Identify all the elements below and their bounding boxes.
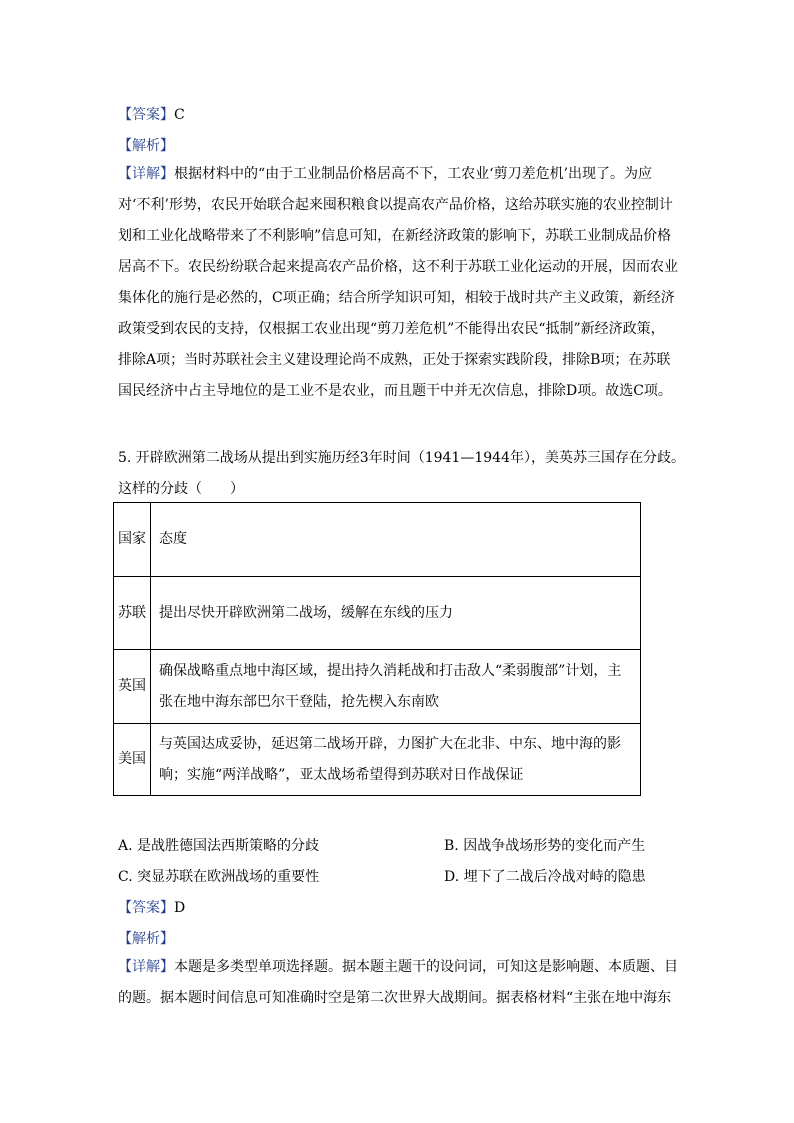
row-attitude: 与英国达成妥协，延迟第二战场开辟，力图扩大在北非、中东、地中海的影响；实施“两洋战略”，亚太战场希望得到苏联对日作战保证 xyxy=(151,724,641,796)
answer-line-1 xyxy=(118,104,185,124)
detail-tag: 【详解】 xyxy=(118,959,174,975)
question-5-line-2: 这样的分歧（ ） xyxy=(118,481,244,497)
question-5-line-1: 5. 开辟欧洲第二战场从提出到实施历经3年时间（1941—1944年），美英苏三国存在分歧。 xyxy=(118,450,685,466)
detail-paragraph-1 xyxy=(118,159,678,407)
analysis-line-1 xyxy=(118,135,174,155)
option-b: B. 因战争战场形势的变化而产生 xyxy=(444,838,646,854)
row-country: 美国 xyxy=(114,724,151,796)
detail-tag: 【详解】 xyxy=(118,166,174,182)
table-row xyxy=(114,577,641,650)
option-a: A. 是战胜德国法西斯策略的分歧 xyxy=(118,838,320,854)
stance-table xyxy=(113,502,641,796)
answer-line-2 xyxy=(118,897,185,917)
answer-value: D xyxy=(174,900,186,916)
row-attitude: 确保战略重点地中海区域，提出持久消耗战和打击敌人“柔弱腹部”计划，主张在地中海东部巴尔干登陆，抢先楔入东南欧 xyxy=(151,650,641,724)
analysis-line-2 xyxy=(118,928,174,948)
detail-text: 根据材料中的“由于工业制品价格居高不下，工农业‘剪刀差危机’出现了。为应对‘不利’形势，农民开始联合起来囤积粮食以提高农产品价格，这给苏联实施的农业控制计划和工业化战略带来了不利影响”信息可知，在新经济政策的影响下，苏联工业制成品价格居高不下。农民纷纷联合起来提高农产品价格，这不利于苏联工业化运动的开展，因而农业集体化的施行是必然的，C项正确；结合所学知识可知，相较于战时共产主义政策，新经济政策受到农民的支持，仅根据工农业出现“剪刀差危机”不能得出农民“抵制”新经济政策，排除A项；当时苏联社会主义建设理论尚不成熟，正处于探索实践阶段，排除B项；在苏联国民经济中占主导地位的是工业不是农业，而且题干中并无次信息，排除D项。故选C项。 xyxy=(118,166,678,399)
answer-tag: 【答案】 xyxy=(118,900,174,916)
row-country: 苏联 xyxy=(114,577,151,650)
option-c: C. 突显苏联在欧洲战场的重要性 xyxy=(118,869,320,885)
analysis-tag: 【解析】 xyxy=(118,138,174,154)
table-header-row xyxy=(114,503,641,577)
answer-tag: 【答案】 xyxy=(118,107,174,123)
detail-text: 本题是多类型单项选择题。据本题主题干的设问词，可知这是影响题、本质题、目的题。据本题时间信息可知准确时空是第二次世界大战期间。据表格材料“主张在地中海东 xyxy=(118,959,678,1006)
table-row xyxy=(114,650,641,724)
row-country: 英国 xyxy=(114,650,151,724)
header-country: 国家 xyxy=(114,503,151,577)
option-d: D. 埋下了二战后冷战对峙的隐患 xyxy=(444,869,646,885)
detail-paragraph-2 xyxy=(118,952,678,1014)
header-attitude: 态度 xyxy=(151,503,641,577)
table-row xyxy=(114,724,641,796)
row-attitude: 提出尽快开辟欧洲第二战场，缓解在东线的压力 xyxy=(151,577,641,650)
answer-value: C xyxy=(174,107,185,123)
analysis-tag: 【解析】 xyxy=(118,931,174,947)
